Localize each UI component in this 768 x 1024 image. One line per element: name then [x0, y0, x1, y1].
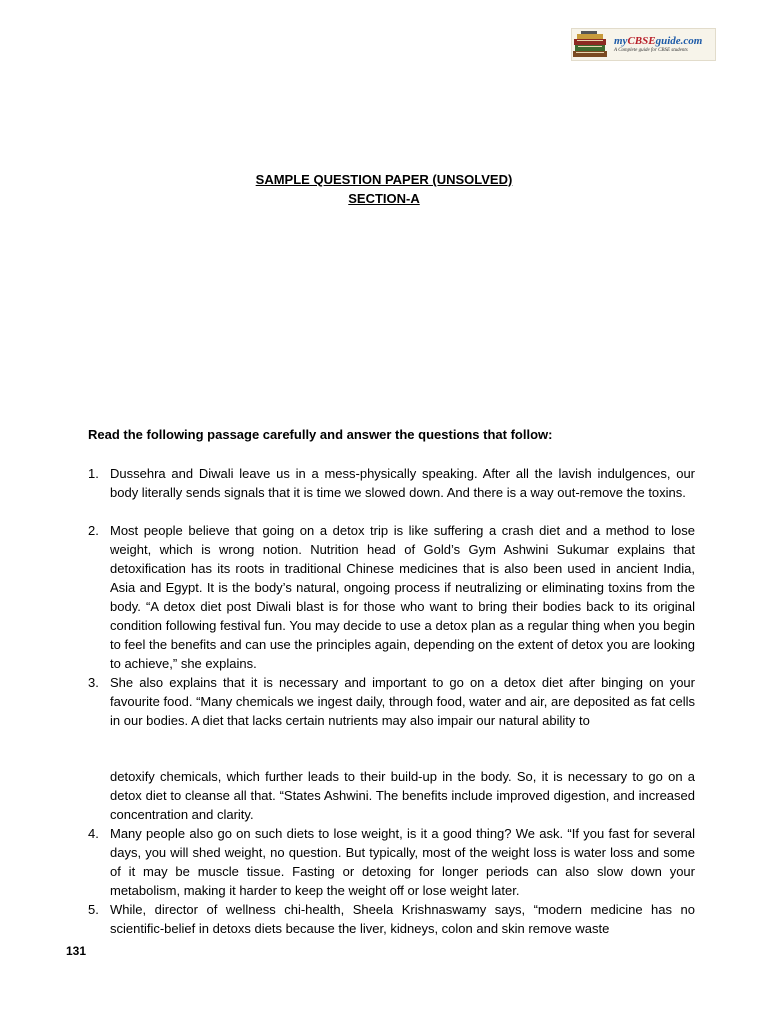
- paragraph-text: While, director of wellness chi-health, Sheela Krishnaswamy says, “modern medicine has no scientific-belief in detoxs diets because the liver, kidneys, colon and skin remove waste: [110, 902, 695, 936]
- passage-paragraph-1: [88, 464, 695, 502]
- paragraph-text: She also explains that it is necessary and important to go on a detox diet after binging on your favourite food. “Many chemicals we ingest daily, through food, water and air, are deposited as fat cells in our bodies. A diet that lacks certain nutrients may also impair our natural ability to: [110, 675, 695, 728]
- mycbseguide-logo: [571, 28, 716, 61]
- paper-title: SAMPLE QUESTION PAPER (UNSOLVED): [255, 172, 513, 187]
- paragraph-text: Dussehra and Diwali leave us in a mess-physically speaking. After all the lavish indulgences, our body literally sends signals that it is time we slowed down. And there is a way out-remove the toxins.: [110, 466, 695, 500]
- paragraph-number: 1.: [88, 466, 99, 481]
- passage-paragraph-3: [88, 673, 695, 730]
- passage-paragraph-4: [88, 824, 695, 900]
- passage-paragraph-2: [88, 521, 695, 673]
- paragraph-text: Most people believe that going on a detox trip is like suffering a crash diet and a method to lose weight, which is wrong notion. Nutrition head of Gold’s Gym Ashwini Sukumar explains that detoxification has its roots in traditional Chinese medicines that is also been used in ancient India, Asia and Egypt. It is the body’s natural, ongoing process if neutralizing or eliminating toxins from the body. “A detox diet post Diwali blast is for those who want to bring their bodies back to its original condition following festival fun. You may decide to use a detox plan as a regular thing when you begin to feel the benefits and can use the principles again, depending on the extent of detox you are looking to achieve,” she explains.: [110, 523, 695, 671]
- passage-paragraph-3-continued: [88, 767, 695, 824]
- paragraph-number: 3.: [88, 675, 99, 690]
- paragraph-number: 2.: [88, 523, 99, 538]
- section-heading: SECTION-A: [348, 191, 420, 206]
- logo-name-suffix: guide.com: [655, 35, 703, 47]
- paragraph-text: Many people also go on such diets to lose weight, is it a good thing? We ask. “If you fast for several days, you will shed weight, no question. But typically, most of the weight loss is water loss and some of it may be muscle tissue. Fasting or detoxing for longer periods can also slow down your metabolism, making it harder to keep the weight off or lose weight later.: [110, 826, 695, 898]
- instruction-text: Read the following passage carefully and answer the questions that follow:: [88, 427, 553, 442]
- logo-name-prefix: my: [614, 35, 628, 47]
- page-number: 131: [66, 944, 87, 958]
- books-icon: [572, 29, 612, 60]
- passage-paragraph-5: [88, 900, 695, 938]
- logo-name-brand: CBSE: [627, 35, 656, 47]
- logo-tagline: A Complete guide for CBSE students: [614, 48, 688, 53]
- paragraph-text: detoxify chemicals, which further leads to their build-up in the body. So, it is necessary to go on a detox diet to cleanse all that. “States Ashwini. The benefits include improved digestion, and increased concentration and clarity.: [110, 769, 695, 822]
- paragraph-number: 4.: [88, 826, 99, 841]
- paragraph-number: 5.: [88, 902, 99, 917]
